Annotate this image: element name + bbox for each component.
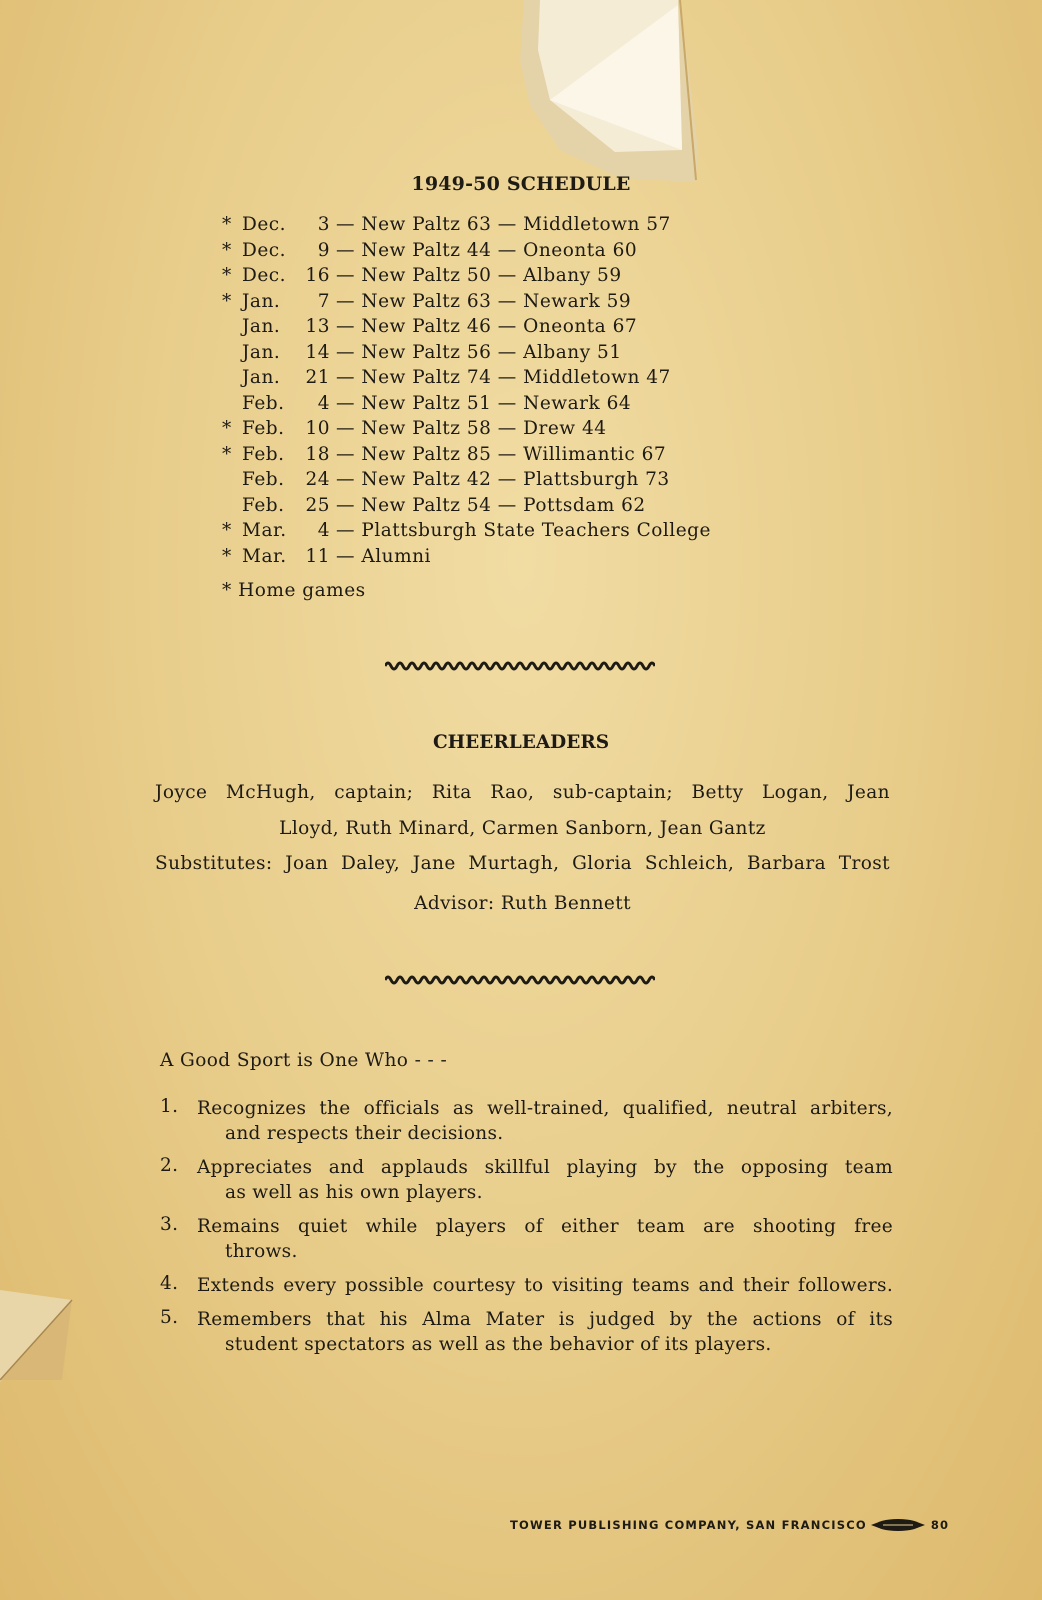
home-game-marker: * [222, 239, 232, 261]
publisher-footer [510, 1518, 949, 1532]
cheerleaders-title: CHEERLEADERS [432, 732, 610, 753]
game-day: 10 [305, 418, 330, 439]
schedule-row [222, 467, 711, 493]
squiggle-divider [385, 974, 655, 986]
home-game-marker [222, 467, 242, 493]
game-day: 4 [317, 520, 330, 541]
cheerleaders-advisor: Advisor: Ruth Bennett [414, 893, 631, 914]
home-game-marker: * [222, 290, 232, 312]
torn-corner-top [520, 0, 710, 182]
game-month: Dec. [242, 265, 287, 286]
game-day: 13 [305, 316, 330, 337]
game-date [242, 238, 334, 264]
game-result: — New Paltz 85 — Willimantic 67 [336, 443, 667, 465]
good-sport-list [160, 1096, 893, 1366]
game-month: Mar. [242, 520, 287, 541]
game-day: 9 [317, 239, 330, 261]
list-item [160, 1273, 893, 1298]
item-text: Extends every possible courtesy to visiting teams and their followers. [197, 1275, 893, 1296]
home-game-marker: * [222, 520, 232, 541]
game-result: — New Paltz 74 — Middletown 47 [336, 367, 671, 388]
game-date [242, 493, 334, 519]
item-text-cont: throws. [225, 1241, 298, 1262]
list-item [160, 1155, 893, 1205]
schedule-row [222, 442, 711, 468]
list-item [160, 1214, 893, 1264]
list-item [160, 1307, 893, 1357]
torn-corner-left [0, 1290, 80, 1382]
item-text-cont: and respects their decisions. [225, 1123, 504, 1144]
game-day: 14 [305, 341, 330, 363]
game-month: Jan. [242, 316, 281, 337]
item-number: 1. [160, 1096, 179, 1117]
home-game-marker [222, 493, 242, 519]
home-game-marker [222, 314, 242, 340]
game-result: — New Paltz 50 — Albany 59 [336, 265, 622, 286]
home-game-marker: * [222, 545, 232, 567]
game-day: 11 [305, 545, 330, 567]
home-games-note: * Home games [222, 580, 366, 601]
game-date [242, 467, 334, 493]
game-date [242, 416, 334, 442]
schedule-row [222, 518, 711, 544]
schedule-row [222, 212, 711, 238]
game-day: 18 [305, 443, 330, 465]
home-game-marker: * [222, 214, 232, 235]
game-day: 16 [305, 265, 330, 286]
game-result: — New Paltz 58 — Drew 44 [336, 418, 607, 439]
game-month: Jan. [242, 367, 281, 388]
game-date [242, 289, 334, 315]
home-game-marker: * [222, 265, 232, 286]
game-result: — New Paltz 51 — Newark 64 [336, 392, 632, 414]
game-date [242, 263, 334, 289]
home-game-marker: * [222, 418, 232, 439]
item-text-cont: student spectators as well as the behavior of its players. [225, 1334, 772, 1355]
game-month: Dec. [242, 239, 287, 261]
item-text-cont: as well as his own players. [225, 1182, 483, 1203]
game-day: 3 [317, 214, 330, 235]
list-item [160, 1096, 893, 1146]
game-date [242, 340, 334, 366]
game-date [242, 442, 334, 468]
home-game-marker [222, 365, 242, 391]
game-date [242, 314, 334, 340]
good-sport-intro: A Good Sport is One Who - - - [160, 1050, 448, 1071]
home-game-marker: * [222, 443, 232, 465]
game-date [242, 212, 334, 238]
item-text: Remembers that his Alma Mater is judged by the actions of its [197, 1309, 893, 1330]
item-number: 5. [160, 1307, 179, 1328]
game-date [242, 365, 334, 391]
game-result: — New Paltz 46 — Oneonta 67 [336, 316, 638, 337]
game-month: Feb. [242, 469, 285, 490]
game-date [242, 518, 334, 544]
game-result: — Alumni [336, 545, 431, 567]
game-month: Feb. [242, 443, 285, 465]
game-month: Feb. [242, 392, 285, 414]
game-date [242, 544, 334, 570]
item-number: 2. [160, 1155, 179, 1176]
schedule-row [222, 544, 711, 570]
publisher-name: TOWER PUBLISHING COMPANY, SAN FRANCISCO [510, 1518, 867, 1532]
game-result: — New Paltz 44 — Oneonta 60 [336, 239, 638, 261]
schedule-list [222, 212, 711, 604]
schedule-row [222, 289, 711, 315]
item-text: Remains quiet while players of either team are shooting free [197, 1216, 893, 1237]
game-month: Dec. [242, 214, 287, 235]
game-day: 25 [305, 494, 330, 516]
item-text: Appreciates and applauds skillful playing by the opposing team [197, 1157, 893, 1178]
cheerleaders-line-2: Lloyd, Ruth Minard, Carmen Sanborn, Jean Gantz [279, 818, 766, 839]
squiggle-divider [385, 660, 655, 672]
schedule-row [222, 238, 711, 264]
game-result: — Plattsburgh State Teachers College [336, 520, 711, 541]
home-game-marker [222, 340, 242, 366]
game-result: — New Paltz 63 — Newark 59 [336, 290, 632, 312]
schedule-row [222, 493, 711, 519]
union-code: 80 [930, 1518, 950, 1532]
schedule-title: 1949-50 SCHEDULE [411, 173, 631, 195]
cheerleaders-line-1: Joyce McHugh, captain; Rita Rao, sub-captain; Betty Logan, Jean [155, 782, 890, 803]
game-result: — New Paltz 54 — Pottsdam 62 [336, 494, 646, 516]
game-day: 24 [305, 469, 330, 490]
game-month: Feb. [242, 418, 285, 439]
game-month: Mar. [242, 545, 287, 567]
game-result: — New Paltz 56 — Albany 51 [336, 341, 622, 363]
game-day: 4 [317, 392, 330, 414]
item-number: 4. [160, 1273, 179, 1294]
game-day: 21 [305, 367, 330, 388]
publisher-logo-icon [869, 1518, 927, 1532]
schedule-row [222, 391, 711, 417]
game-day: 7 [317, 290, 330, 312]
item-number: 3. [160, 1214, 179, 1235]
item-text: Recognizes the officials as well-trained, qualified, neutral arbiters, [197, 1098, 893, 1119]
game-month: Feb. [242, 494, 285, 516]
schedule-row [222, 263, 711, 289]
cheerleaders-substitutes: Substitutes: Joan Daley, Jane Murtagh, Gloria Schleich, Barbara Trost [155, 853, 890, 874]
schedule-row [222, 416, 711, 442]
game-date [242, 391, 334, 417]
schedule-row [222, 365, 711, 391]
game-result: — New Paltz 63 — Middletown 57 [336, 214, 671, 235]
schedule-row [222, 340, 711, 366]
schedule-row [222, 314, 711, 340]
game-month: Jan. [242, 341, 281, 363]
home-game-marker [222, 391, 242, 417]
game-result: — New Paltz 42 — Plattsburgh 73 [336, 469, 670, 490]
game-month: Jan. [242, 290, 281, 312]
